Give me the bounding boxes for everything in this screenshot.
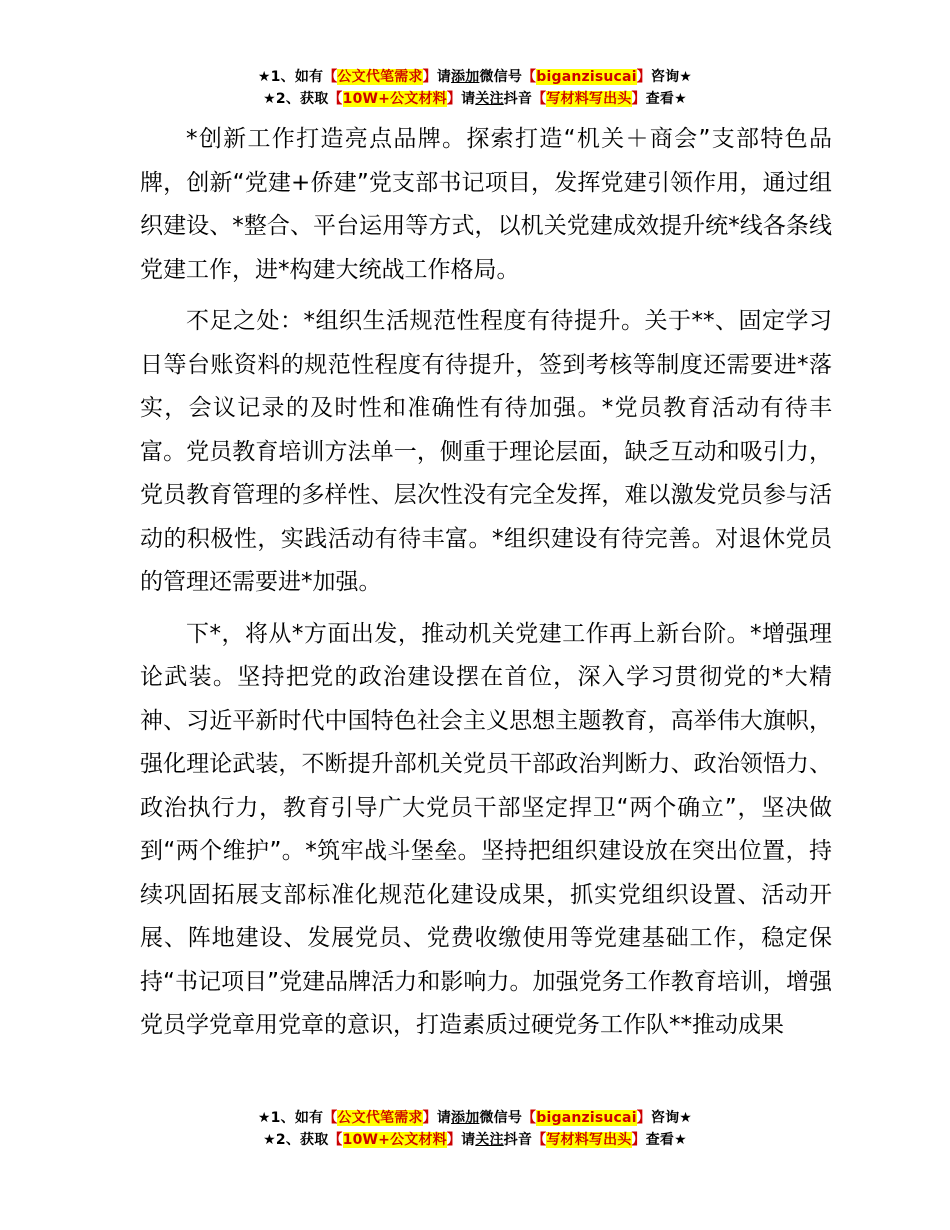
banner-line-1: ★1、如有【公文代笔需求】请添加微信号【biganzisucai】咨询★	[257, 69, 693, 85]
banner-line-1: ★1、如有【公文代笔需求】请添加微信号【biganzisucai】咨询★	[257, 1110, 693, 1126]
wechat-id: biganzisucai	[536, 1110, 637, 1126]
header-banner	[0, 66, 950, 110]
paragraph-highlight-brand: *创新工作打造亮点品牌。探索打造“机关＋商会”支部特色品牌，创新“党建+侨建”党支部书记项目，发挥党建引领作用，通过组织建设、*整合、平台运用等方式，以机关党建成效提升统*线各条线党建工作，进*构建大统战工作格局。	[140, 126, 832, 283]
banner-line-2: ★2、获取【10W+公文材料】请关注抖音【写材料写出头】查看★	[263, 91, 687, 107]
wechat-id: biganzisucai	[536, 69, 637, 85]
banner-line-2: ★2、获取【10W+公文材料】请关注抖音【写材料写出头】查看★	[263, 1132, 687, 1148]
document-body	[140, 118, 832, 1048]
ghostwriting-tag: 公文代笔需求	[337, 69, 423, 85]
footer-banner	[0, 1107, 950, 1151]
ghostwriting-tag: 公文代笔需求	[337, 1110, 423, 1126]
materials-tag: 10W+公文材料	[342, 1132, 447, 1148]
paragraph-shortcomings: 不足之处：*组织生活规范性程度有待提升。关于**、固定学习日等台账资料的规范性程度有待提升，签到考核等制度还需要进*落实，会议记录的及时性和准确性有待加强。*党员教育活动有待丰富。党员教育培训方法单一，侧重于理论层面，缺乏互动和吸引力，党员教育管理的多样性、层次性没有完全发挥，难以激发党员参与活动的积极性，实践活动有待丰富。*组织建设有待完善。对退休党员的管理还需要进*加强。	[140, 308, 832, 595]
douyin-account: 写材料写出头	[546, 91, 632, 107]
materials-tag: 10W+公文材料	[342, 91, 447, 107]
paragraph-next-steps: 下*，将从*方面出发，推动机关党建工作再上新台阶。*增强理论武装。坚持把党的政治建设摆在首位，深入学习贯彻党的*大精神、习近平新时代中国特色社会主义思想主题教育，高举伟大旗帜，强化理论武装，不断提升部机关党员干部政治判断力、政治领悟力、政治执行力，教育引导广大党员干部坚定捍卫“两个确立”，坚决做到“两个维护”。*筑牢战斗堡垒。坚持把组织建设放在突出位置，持续巩固拓展支部标准化规范化建设成果，抓实党组织设置、活动开展、阵地建设、发展党员、党费收缴使用等党建基础工作，稳定保持“书记项目”党建品牌活力和影响力。加强党务工作教育培训，增强党员学党章用党章的意识，打造素质过硬党务工作队**推动成果	[140, 620, 832, 1038]
douyin-account: 写材料写出头	[546, 1132, 632, 1148]
